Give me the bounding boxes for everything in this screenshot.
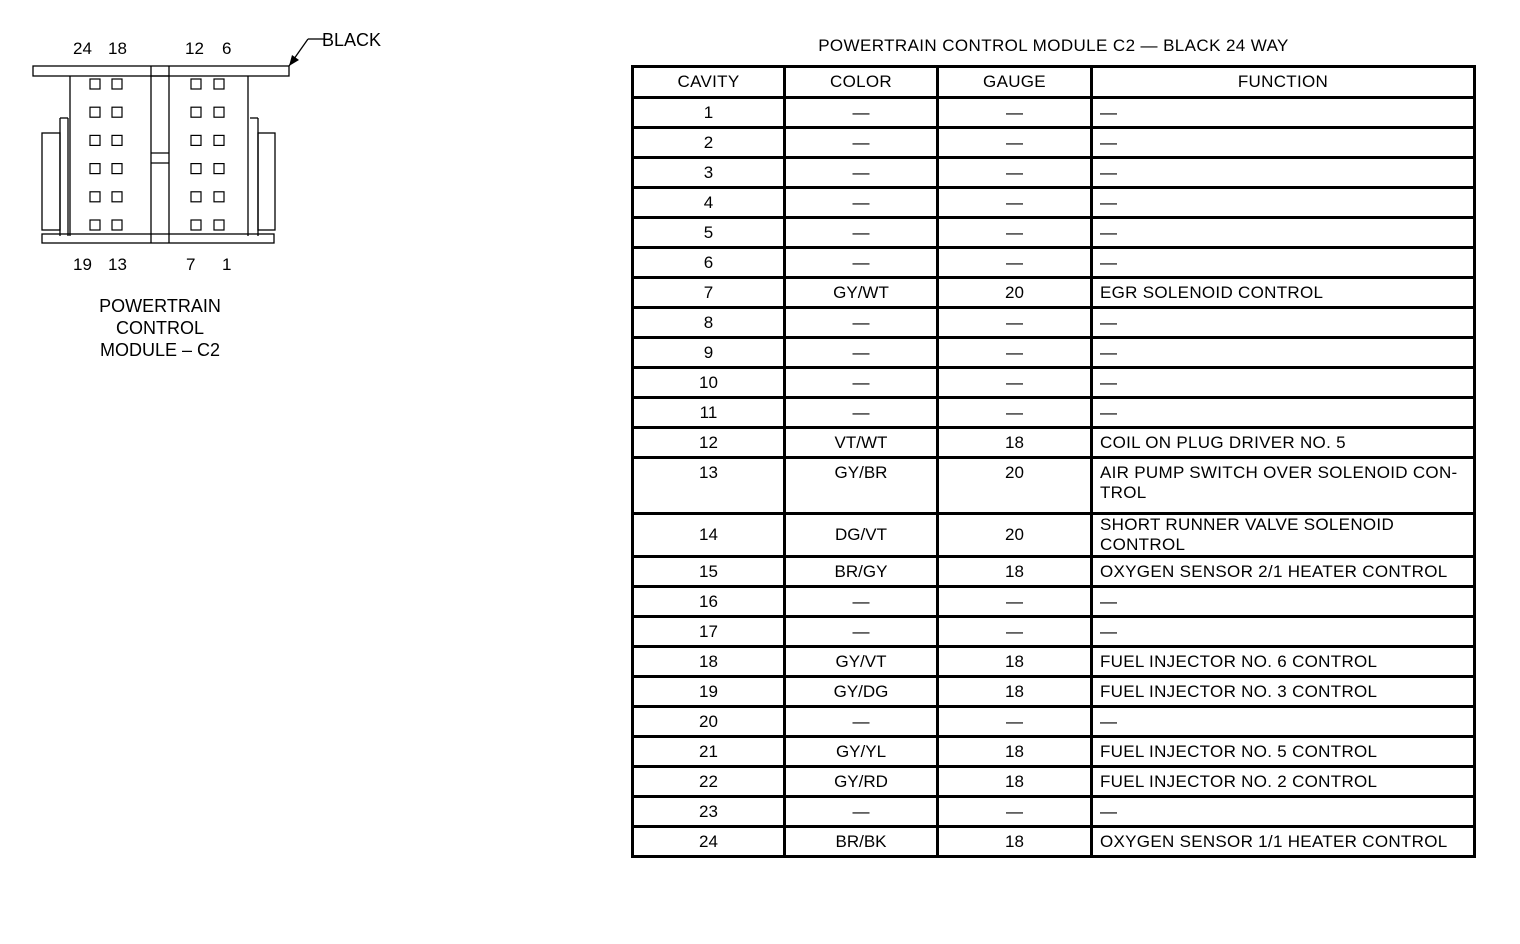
cell-color: — [785,797,938,827]
pin-cavity [214,79,224,89]
cell-function: FUEL INJECTOR NO. 3 CONTROL [1092,677,1475,707]
pin-label-24: 24 [73,39,92,58]
cell-gauge: 18 [938,557,1092,587]
table-row [633,128,1475,158]
cell-gauge: — [938,158,1092,188]
pin-cavity [191,107,201,117]
pin-label-12: 12 [185,39,204,58]
pin-cavity [191,220,201,230]
cell-function: — [1092,398,1475,428]
table-row [633,278,1475,308]
cell-function: FUEL INJECTOR NO. 2 CONTROL [1092,767,1475,797]
pin-cavity [90,135,100,145]
cell-gauge: 18 [938,647,1092,677]
pin-cavity [90,107,100,117]
cell-color: — [785,398,938,428]
cell-cavity: 8 [633,308,785,338]
pinout-table-body [633,98,1475,857]
header-cavity: CAVITY [633,67,785,98]
cell-color: — [785,98,938,128]
pin-cavity [90,164,100,174]
cell-cavity: 21 [633,737,785,767]
cell-gauge: 20 [938,278,1092,308]
cell-function: — [1092,707,1475,737]
table-row [633,797,1475,827]
table-row [633,587,1475,617]
cell-color: — [785,707,938,737]
table-row [633,458,1475,514]
cell-function: — [1092,617,1475,647]
cell-cavity: 3 [633,158,785,188]
cell-gauge: — [938,617,1092,647]
pin-label-19: 19 [73,255,92,274]
pin-cavity [90,192,100,202]
table-row [633,767,1475,797]
cell-function: — [1092,98,1475,128]
cell-color: — [785,587,938,617]
table-row [633,557,1475,587]
cell-color: — [785,128,938,158]
cell-cavity: 11 [633,398,785,428]
cell-gauge: — [938,188,1092,218]
header-gauge: GAUGE [938,67,1092,98]
cell-gauge: 18 [938,827,1092,857]
cell-function: COIL ON PLUG DRIVER NO. 5 [1092,428,1475,458]
connector-caption-line: MODULE – C2 [99,340,221,360]
cell-gauge: — [938,587,1092,617]
cell-gauge: — [938,308,1092,338]
cell-cavity: 2 [633,128,785,158]
cell-color: BR/GY [785,557,938,587]
header-function: FUNCTION [1092,67,1475,98]
cell-cavity: 23 [633,797,785,827]
cell-cavity: 10 [633,368,785,398]
pin-cavity [214,192,224,202]
cell-color: GY/DG [785,677,938,707]
cell-cavity: 12 [633,428,785,458]
table-row [633,737,1475,767]
cell-color: — [785,338,938,368]
cell-color: BR/BK [785,827,938,857]
cell-function: — [1092,338,1475,368]
cell-color: GY/BR [785,458,938,514]
table-row [633,368,1475,398]
cell-cavity: 24 [633,827,785,857]
cell-cavity: 18 [633,647,785,677]
pin-cavity [112,107,122,117]
cell-color: — [785,188,938,218]
cell-gauge: — [938,248,1092,278]
cell-function: — [1092,128,1475,158]
cell-gauge: — [938,98,1092,128]
header-color: COLOR [785,67,938,98]
cell-function: — [1092,308,1475,338]
cell-cavity: 22 [633,767,785,797]
cell-cavity: 20 [633,707,785,737]
pin-cavity [214,220,224,230]
cell-function: — [1092,158,1475,188]
cell-cavity: 6 [633,248,785,278]
table-row [633,158,1475,188]
cell-cavity: 13 [633,458,785,514]
pin-cavity [112,164,122,174]
cell-cavity: 16 [633,587,785,617]
cell-color: — [785,248,938,278]
cell-color: GY/RD [785,767,938,797]
pin-cavity [90,79,100,89]
pin-cavity [191,135,201,145]
table-title: POWERTRAIN CONTROL MODULE C2 — BLACK 24 WAY [818,36,1289,55]
connector-caption-line: POWERTRAIN [99,296,221,316]
cell-gauge: 18 [938,767,1092,797]
pin-label-7: 7 [186,255,196,274]
cell-gauge: 20 [938,458,1092,514]
table-row [633,617,1475,647]
cell-color: GY/WT [785,278,938,308]
pin-label-6: 6 [222,39,232,58]
pin-cavity [214,164,224,174]
cell-cavity: 15 [633,557,785,587]
cell-cavity: 1 [633,98,785,128]
cell-gauge: — [938,128,1092,158]
table-row [633,827,1475,857]
cell-gauge: 20 [938,514,1092,557]
cell-color: — [785,308,938,338]
cell-gauge: — [938,398,1092,428]
connector-caption [70,295,250,361]
cell-color: — [785,218,938,248]
cell-function: — [1092,368,1475,398]
pin-label-1: 1 [222,255,232,274]
pin-cavity [214,135,224,145]
connector-top-flange [33,66,289,76]
pin-cavity [112,220,122,230]
table-row [633,677,1475,707]
cell-color: DG/VT [785,514,938,557]
cell-cavity: 19 [633,677,785,707]
cell-gauge: 18 [938,677,1092,707]
connector-color-callout: BLACK [322,30,382,50]
pin-cavity [191,164,201,174]
cell-gauge: 18 [938,737,1092,767]
table-row [633,514,1475,557]
pin-cavity-grid [90,79,224,230]
connector-caption-line: CONTROL [115,318,204,338]
table-row [633,248,1475,278]
cell-cavity: 17 [633,617,785,647]
cell-color: — [785,617,938,647]
cell-gauge: 18 [938,428,1092,458]
cell-function: — [1092,188,1475,218]
pin-label-13: 13 [108,255,127,274]
cell-color: — [785,158,938,188]
cell-cavity: 14 [633,514,785,557]
cell-gauge: — [938,338,1092,368]
connector-right-latch [258,133,275,230]
table-row [633,188,1475,218]
cell-function: EGR SOLENOID CONTROL [1092,278,1475,308]
pin-cavity [112,192,122,202]
pin-cavity [214,107,224,117]
pin-cavity [191,192,201,202]
cell-function: — [1092,218,1475,248]
cell-function: AIR PUMP SWITCH OVER SOLENOID CON-TROL [1092,458,1475,514]
cell-function: — [1092,587,1475,617]
pin-label-18: 18 [108,39,127,58]
cell-function: — [1092,248,1475,278]
table-row [633,398,1475,428]
pin-cavity [112,79,122,89]
cell-gauge: — [938,797,1092,827]
table-row [633,647,1475,677]
pin-cavity [191,79,201,89]
pinout-table [631,65,1476,858]
cell-cavity: 5 [633,218,785,248]
cell-color: — [785,368,938,398]
cell-function: OXYGEN SENSOR 1/1 HEATER CONTROL [1092,827,1475,857]
cell-function: SHORT RUNNER VALVE SOLENOID CONTROL [1092,514,1475,557]
pin-cavity [112,135,122,145]
table-row [633,308,1475,338]
cell-color: VT/WT [785,428,938,458]
table-row [633,218,1475,248]
table-row [633,707,1475,737]
cell-gauge: — [938,368,1092,398]
table-row [633,428,1475,458]
cell-cavity: 4 [633,188,785,218]
cell-function: — [1092,797,1475,827]
cell-function: OXYGEN SENSOR 2/1 HEATER CONTROL [1092,557,1475,587]
cell-function: FUEL INJECTOR NO. 6 CONTROL [1092,647,1475,677]
cell-cavity: 9 [633,338,785,368]
cell-color: GY/VT [785,647,938,677]
table-row [633,338,1475,368]
callout-arrow-icon [289,55,299,66]
cell-gauge: — [938,218,1092,248]
cell-function: FUEL INJECTOR NO. 5 CONTROL [1092,737,1475,767]
connector-left-latch [42,133,60,230]
table-row [633,98,1475,128]
pin-cavity [90,220,100,230]
cell-color: GY/YL [785,737,938,767]
connector-bottom-flange [42,234,274,243]
table-header-row [633,67,1475,98]
cell-gauge: — [938,707,1092,737]
cell-cavity: 7 [633,278,785,308]
